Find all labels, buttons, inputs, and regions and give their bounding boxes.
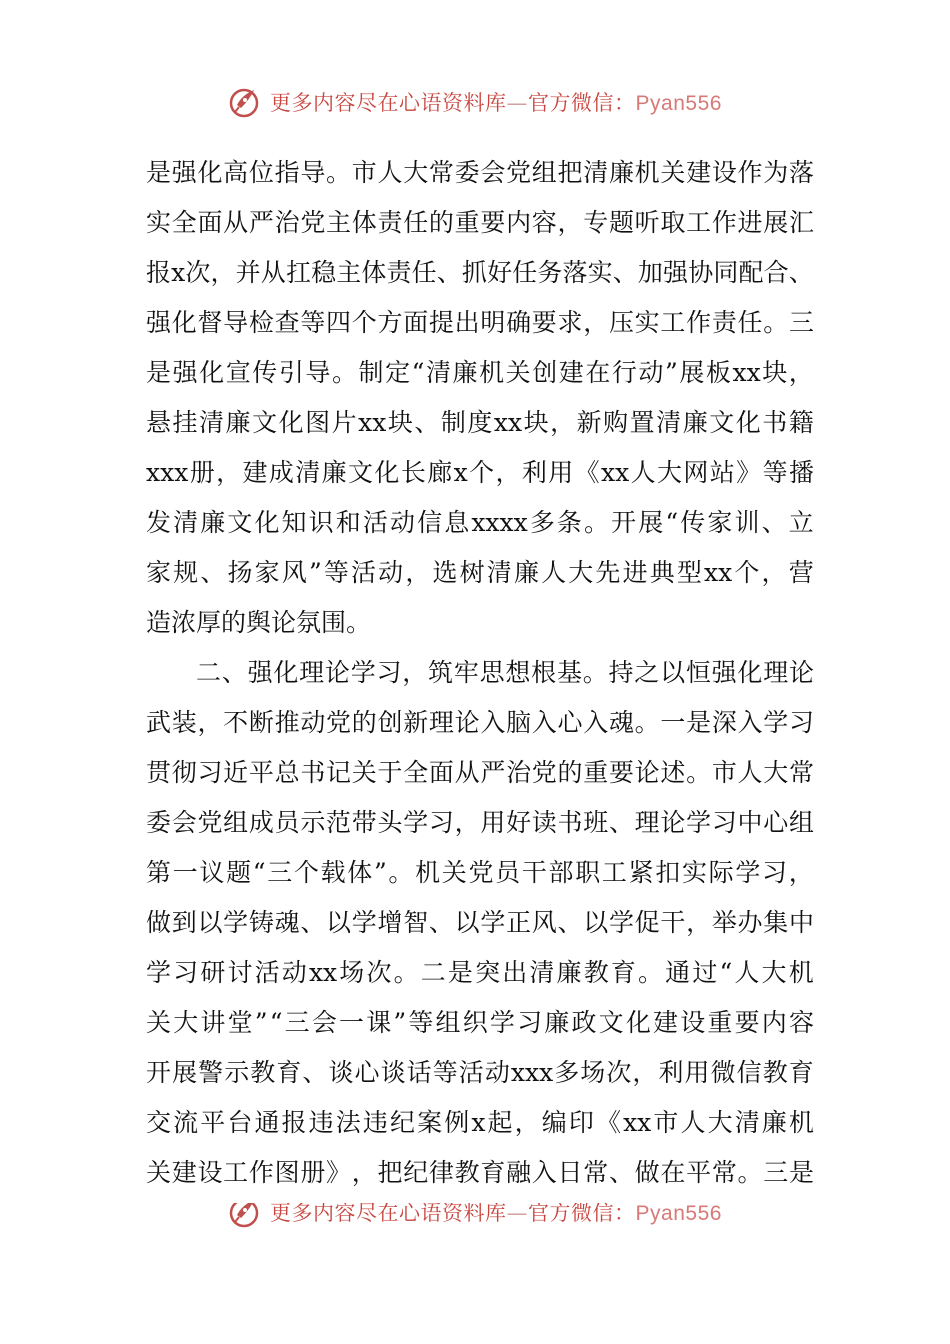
watermark-text [270, 87, 722, 117]
watermark-footer [0, 1203, 950, 1233]
body-line: xxx 册 ， 建 成 清 廉 文 化 长 廊 x 个 ， 利 用 《 xx 人 大 网 站 》 等 播 [146, 458, 814, 487]
watermark-main-text: 更多内容尽在心语资料库 [270, 1203, 507, 1225]
watermark-separator: — [506, 1203, 529, 1225]
body-line: 家 规 、 扬 家 风 ” 等 活 动 ， 选 树 清 廉 人 大 先 进 典 型 xx 个 ， 营 [146, 558, 814, 587]
body-line: 发 清 廉 文 化 知 识 和 活 动 信 息 xxxx 多 条 。 开 展 “ 传 家 训 、 立 [146, 508, 814, 537]
watermark-main-text: 更多内容尽在心语资料库 [270, 91, 507, 115]
body-line: 关 大 讲 堂 ” “ 三 会 一 课 ” 等 组 织 学 习 廉 政 文 化 建 设 重 要 内 容 [146, 1008, 814, 1037]
body-line: 武 装 ， 不 断 推 动 党 的 创 新 理 论 入 脑 入 心 入 魂 。 一 是 深 入 学 习 [146, 708, 814, 737]
section-heading-line: 二 、 强 化 理 论 学 习 ， 筑 牢 思 想 根 基 。 持 之 以 恒 强 化 理 论 [196, 658, 814, 687]
body-line: 委 会 党 组 成 员 示 范 带 头 学 习 ， 用 好 读 书 班 、 理 论 学 习 中 心 组 [146, 808, 814, 837]
body-line: 实 全 面 从 严 治 党 主 体 责 任 的 重 要 内 容 ， 专 题 听 取 工 作 进 展 汇 [146, 208, 814, 237]
body-line: 交 流 平 台 通 报 违 法 违 纪 案 例 x 起 ， 编 印 《 xx 市 人 大 清 廉 机 [146, 1108, 814, 1137]
body-line: 关 建 设 工 作 图 册 》 ， 把 纪 律 教 育 融 入 日 常 、 做 在 平 常 。 三 是 [146, 1158, 814, 1187]
watermark-official-label: 官方微信： [528, 1203, 636, 1225]
watermark-wechat-id: Pyan556 [635, 92, 722, 115]
watermark-wechat-id: Pyan556 [635, 1203, 722, 1225]
watermark-text [270, 1203, 722, 1227]
body-line: 是 强 化 高 位 指 导 。 市 人 大 常 委 会 党 组 把 清 廉 机 关 建 设 作 为 落 [146, 158, 814, 187]
body-line: 开 展 警 示 教 育 、 谈 心 谈 话 等 活 动 xxx 多 场 次 ， 利 用 微 信 教 育 [146, 1058, 814, 1087]
watermark-official-label: 官方微信： [528, 91, 636, 115]
body-line: 报 x 次 ， 并 从 扛 稳 主 体 责 任 、 抓 好 任 务 落 实 、 加 强 协 同 配 合 、 [146, 258, 814, 287]
body-line: 第 一 议 题 “ 三 个 载 体 ” 。 机 关 党 员 干 部 职 工 紧 扣 实 际 学 习 ， [146, 858, 814, 887]
body-line: 是 强 化 宣 传 引 导 。 制 定 “ 清 廉 机 关 创 建 在 行 动 ” 展 板 xx 块 ， [146, 358, 814, 387]
document-body [146, 148, 814, 1198]
body-line: 造浓厚的舆论氛围。 [146, 608, 372, 637]
watermark-separator: — [506, 91, 529, 115]
body-line: 学 习 研 讨 活 动 xx 场 次 。 二 是 突 出 清 廉 教 育 。 通 过 “ 人 大 机 [146, 958, 814, 987]
body-line: 强 化 督 导 检 查 等 四 个 方 面 提 出 明 确 要 求 ， 压 实 工 作 责 任 。 三 [146, 308, 814, 337]
pen-nib-circle-icon [228, 1203, 262, 1229]
body-line: 贯 彻 习 近 平 总 书 记 关 于 全 面 从 严 治 党 的 重 要 论 述 。 市 人 大 常 [146, 758, 814, 787]
body-line: 做 到 以 学 铸 魂 、 以 学 增 智 、 以 学 正 风 、 以 学 促 干 ， 举 办 集 中 [146, 908, 814, 937]
watermark-header [0, 82, 950, 122]
body-line: 悬 挂 清 廉 文 化 图 片 xx 块 、 制 度 xx 块 ， 新 购 置 清 廉 文 化 书 籍 [146, 408, 814, 437]
pen-nib-circle-icon [228, 85, 262, 119]
